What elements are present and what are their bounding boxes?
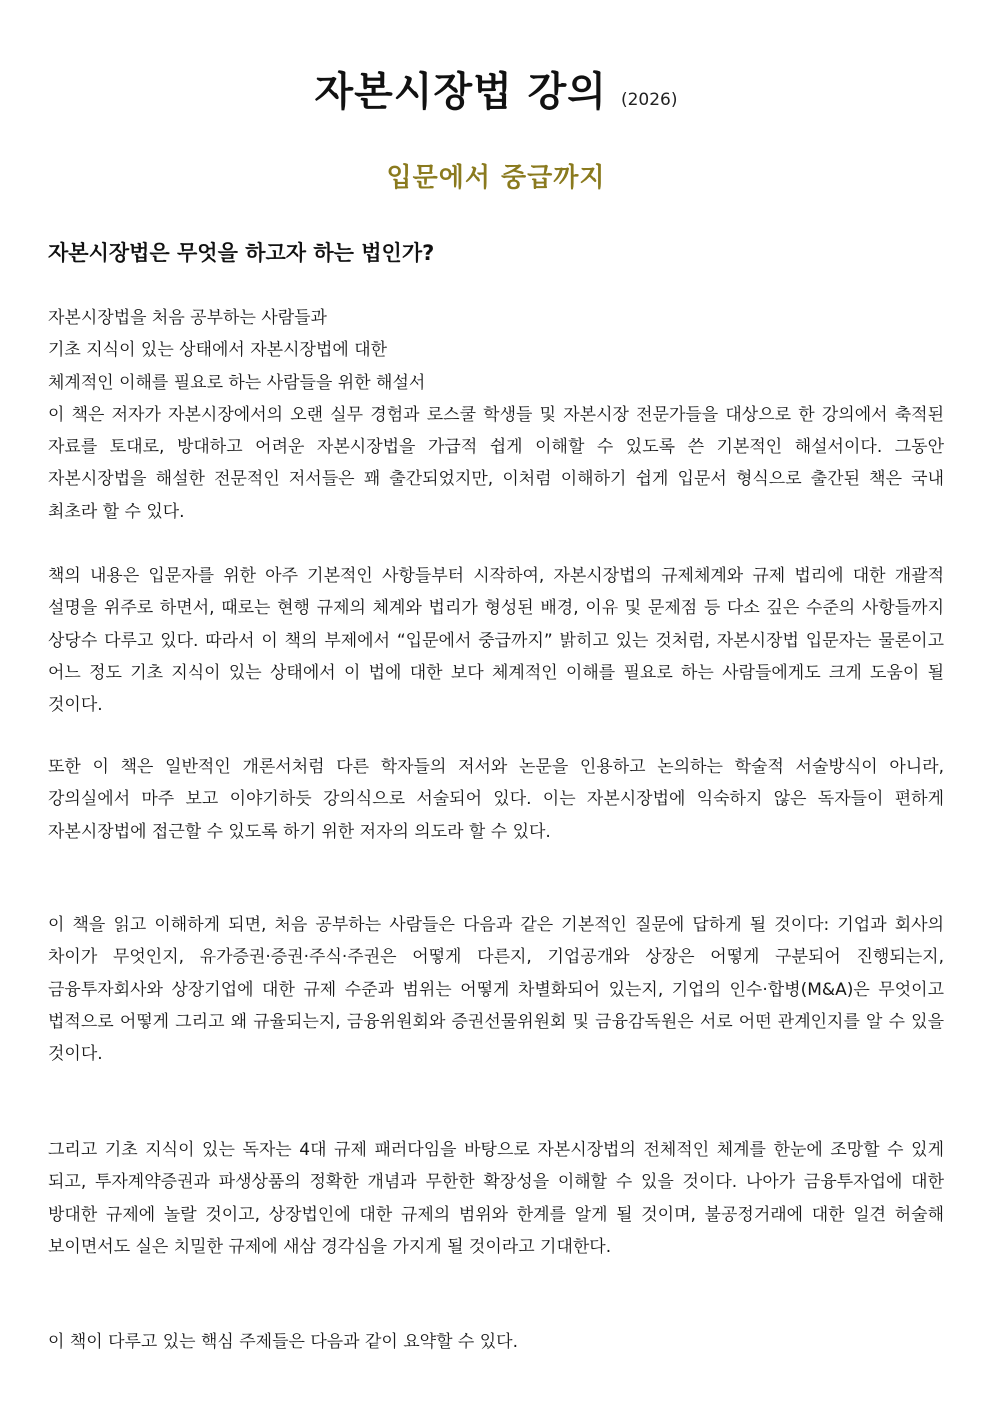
intro-line: 기초 지식이 있는 상태에서 자본시장법에 대한 (48, 340, 388, 361)
page-title: 자본시장법 강의 (314, 69, 607, 115)
body-paragraph: 또한 이 책은 일반적인 개론서처럼 다른 학자들의 저서와 논문을 인용하고 논의하는 학술적 서술방식이 아니라, 강의실에서 마주 보고 이야기하듯 강의식으로 서술되어 있다. 이는 자본시장법에 익숙하지 않은 독자들이 편하게 자본시장법에 접근할 수 있도록 하기 위한 저자의 의도라 할 수 있다. (48, 757, 944, 842)
body-paragraph: 이 책을 읽고 이해하게 되면, 처음 공부하는 사람들은 다음과 같은 기본적인 질문에 답하게 될 것이다: 기업과 회사의 차이가 무엇인지, 유가증권·증권·주식·주권은 어떻게 다른지, 기업공개와 상장은 어떻게 구분되어 진행되는지, 금융투자회사와 상장기업에 대한 규제 수준과 범위는 어떻게 차별화되어 있는지, 기업의 인수·합병(M&A)은 무엇이고 법적으로 어떻게 그리고 왜 규율되는지, 금융위원회와 증권선물위원회 및 금융감독원은 서로 어떤 관계인지를 알 수 있을 것이다. (48, 915, 944, 1065)
section-heading: 자본시장법은 무엇을 하고자 하는 법인가? (48, 241, 435, 265)
body-paragraph: 그리고 기초 지식이 있는 독자는 4대 규제 패러다임을 바탕으로 자본시장법의 전체적인 체계를 한눈에 조망할 수 있게 되고, 투자계약증권과 파생상품의 정확한 개념과 무한한 확장성을 이해할 수 있을 것이다. 나아가 금융투자업에 대한 방대한 규제에 놀랄 것이고, 상장법인에 대한 규제의 범위와 한계를 알게 될 것이며, 불공정거래에 대한 일견 허술해 보이면서도 실은 치밀한 규제에 새삼 경각심을 가지게 될 것이라고 기대한다. (48, 1140, 944, 1257)
body-paragraph: 이 책이 다루고 있는 핵심 주제들은 다음과 같이 요약할 수 있다. (48, 1332, 518, 1352)
page-subtitle: 입문에서 중급까지 (386, 163, 606, 193)
title-year: (2026) (620, 90, 678, 110)
intro-line: 체계적인 이해를 필요로 하는 사람들을 위한 해설서 (48, 372, 426, 393)
title-row (0, 60, 992, 117)
body-paragraph: 이 책은 저자가 자본시장에서의 오랜 실무 경험과 로스쿨 학생들 및 자본시장 전문가들을 대상으로 한 강의에서 축적된 자료를 토대로, 방대하고 어려운 자본시장법을 가급적 쉽게 이해할 수 있도록 쓴 기본적인 해설서이다. 그동안 자본시장법을 해설한 전문적인 저서들은 꽤 출간되었지만, 이처럼 이해하기 쉽게 입문서 형식으로 출간된 책은 국내 최초라 할 수 있다. (48, 404, 944, 522)
intro-line: 자본시장법을 처음 공부하는 사람들과 (48, 308, 327, 328)
body-paragraph: 책의 내용은 입문자를 위한 아주 기본적인 사항들부터 시작하여, 자본시장법의 규제체계와 규제 법리에 대한 개괄적 설명을 위주로 하면서, 때로는 현행 규제의 체계와 법리가 형성된 배경, 이유 및 문제점 등 다소 깊은 수준의 사항들까지 상당수 다루고 있다. 따라서 이 책의 부제에서 “입문에서 중급까지” 밝히고 있는 것처럼, 자본시장법 입문자는 물론이고 어느 정도 기초 지식이 있는 상태에서 이 법에 대한 보다 체계적인 이해를 필요로 하는 사람들에게도 크게 도움이 될 것이다. (48, 566, 944, 716)
intro-block (48, 302, 944, 528)
